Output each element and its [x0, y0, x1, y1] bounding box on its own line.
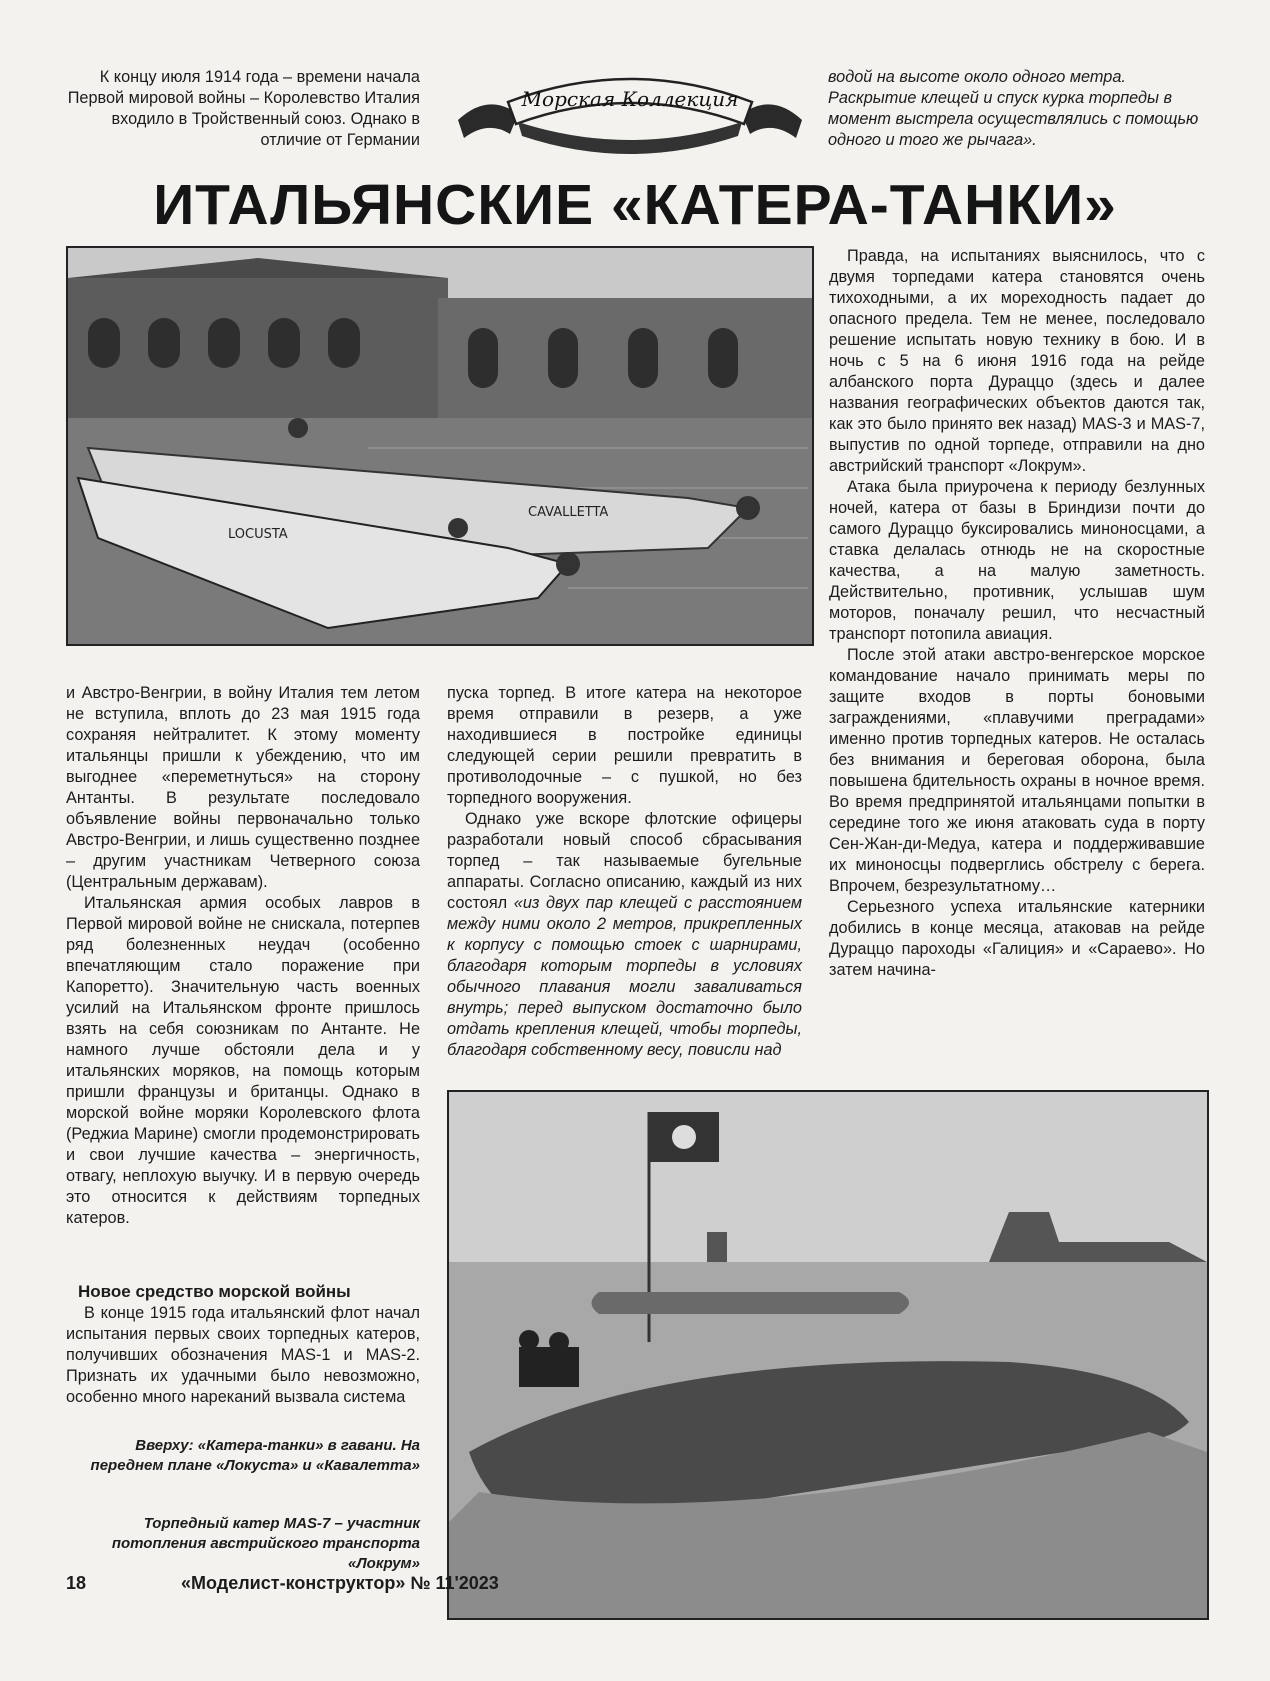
boat-label-cavalletta: CAVALLETTA — [528, 505, 609, 520]
column-1-continued — [66, 1303, 420, 1408]
torpedo-boat-illustration — [449, 1092, 1207, 1618]
boat-label-locusta: LOCUSTA — [228, 527, 288, 542]
photo-harbor-boats — [66, 246, 814, 646]
col3-paragraph-1: Правда, на испытаниях выяснилось, что с двумя торпедами катера становятся очень тихоходными, а их мореходность падает до опасного предела. Тем не менее, последовало решение испытать новую технику в бою. И в ночь с 5 на 6 июня 1916 года на рейде албанского порта Дураццо (здесь и далее названия географических объектов даются так, как это было принято век назад) MAS-3 и MAS-7, выпустив по одной торпеде, отправили на дно австрийский транспорт «Локрум». — [829, 247, 1205, 475]
col2-paragraph-1: пуска торпед. В итоге катера на некоторое время отправили в резерв, а уже находившиеся в постройке единицы следующей серии решили превратить в противолодочные – с пушкой, но без торпедного вооружения. — [447, 684, 802, 807]
intro-left-text — [66, 67, 420, 151]
harbor-illustration — [68, 248, 812, 644]
morskaya-kollektsiya-logo — [448, 62, 812, 158]
page-footer — [66, 1573, 666, 1594]
col3-paragraph-4: Серьезного успеха итальянские катерники добились в конце месяца, атаковав на рейде Дураццо пароходы «Галиция» и «Сараево». Но затем начина- — [829, 898, 1205, 979]
magazine-issue: «Моделист-конструктор» № 11'2023 — [181, 1573, 499, 1593]
col3-paragraph-3: После этой атаки австро-венгерское морское командование начало принимать меры по защите входов в порты боновыми заграждениями, «плавучими преградами» именно против торпедных катеров. Не осталась без внимания и береговая оборона, была повышена бдительность охраны в ночное время. Во время предпринятой итальянцами попытки в середине того же июня атаковать суда в порту Сен-Жан-ди-Медуа, катера и поддерживавшие их миноносцы подверглись обстрелу с берега. Впрочем, безрезультатному… — [829, 646, 1205, 895]
col1-paragraph-3: В конце 1915 года итальянский флот начал испытания первых своих торпедных катеров, получивших обозначения MAS-1 и MAS-2. Признать их удачными было невозможно, особенно много нареканий вызвала система — [66, 1304, 420, 1406]
col3-paragraph-2: Атака была приурочена к периоду безлунных ночей, катера от базы в Бриндизи почти до самого Дураццо буксировались миноносцами, а ставка делалась отнюдь не на скоростные качества, а на малую заметность. Действительно, противник, услышав шум моторов, поначалу решил, что несчастный транспорт потопила авиация. — [829, 478, 1205, 643]
caption-top-photo: Вверху: «Катера-танки» в гавани. На переднем плане «Локуста» и «Кавалетта» — [90, 1437, 420, 1474]
logo-text: Морская Коллекция — [521, 87, 739, 111]
caption-boat-photo: Торпедный катер MAS-7 – участник потопления австрийского транспорта «Локрум» — [111, 1515, 420, 1572]
col1-paragraph-2: Итальянская армия особых лавров в Первой мировой войне не снискала, потерпев ряд болезненных неудач (особенно впечатляющим стало поражение при Капоретто). Значительную часть военных усилий на Итальянском фронте пришлось взять на себя союзникам по Антанте. Не намного лучше обстояли дела и у итальянских моряков, на помощь которым пришли французы и британцы. Однако в морской войне моряки Королевского флота (Реджиа Марине) смогли продемонстрировать и свои лучшие качества – энергичность, отвагу, неплохую выучку. И в первую очередь это относится к действиям торпедных катеров. — [66, 894, 420, 1227]
column-3 — [829, 246, 1205, 981]
column-2 — [447, 683, 802, 1061]
col1-paragraph-1: и Австро-Венгрии, в войну Италия тем летом не вступила, вплоть до 23 мая 1915 года сохраняя нейтралитет. К этому моменту итальянцы пришли к убеждению, что им выгоднее «переметнуться» на сторону Антанты. В результате последовало объявление войны первоначально только Австро-Венгрии, и лишь существенно позднее – другим участникам Четверного союза (Центральным державам). — [66, 684, 420, 891]
col2-paragraph-2-text: Однако уже вскоре флотские офицеры разработали новый способ сбрасывания торпед – так называемые бугельные аппараты. Согласно описанию, каждый из них состоял — [447, 810, 802, 912]
article-headline: ИТАЛЬЯНСКИЕ «КАТЕРА-ТАНКИ» — [153, 173, 1117, 237]
photo-torpedo-boat-mas7 — [447, 1090, 1209, 1620]
intro-right-paragraph: водой на высоте около одного метра. Раскрытие клещей и спуск курка торпеды в момент выстрела осуществлялись с помощью одного и того же рычага». — [828, 68, 1199, 149]
intro-left-paragraph: К концу июля 1914 года – времени начала Первой мировой войны – Королевство Италия входило в Тройственный союз. Однако в отличие от Германии — [67, 68, 420, 149]
col2-paragraph-2-quote: «из двух пар клещей с расстоянием между ними около 2 метров, прикрепленных к корпусу с помощью стоек с шарнирами, благодаря которым торпеды в условиях обычного плавания могли заваливаться внутрь; перед выпуском достаточно было отдать крепления клещей, чтобы торпеды, благодаря собственному весу, повисли над — [447, 894, 802, 1059]
section-subheading: Новое средство морской войны — [78, 1282, 351, 1301]
page-number: 18 — [66, 1573, 87, 1593]
col2-paragraph-2 — [447, 809, 802, 1061]
column-1 — [66, 683, 420, 1229]
intro-right-text — [828, 67, 1204, 151]
